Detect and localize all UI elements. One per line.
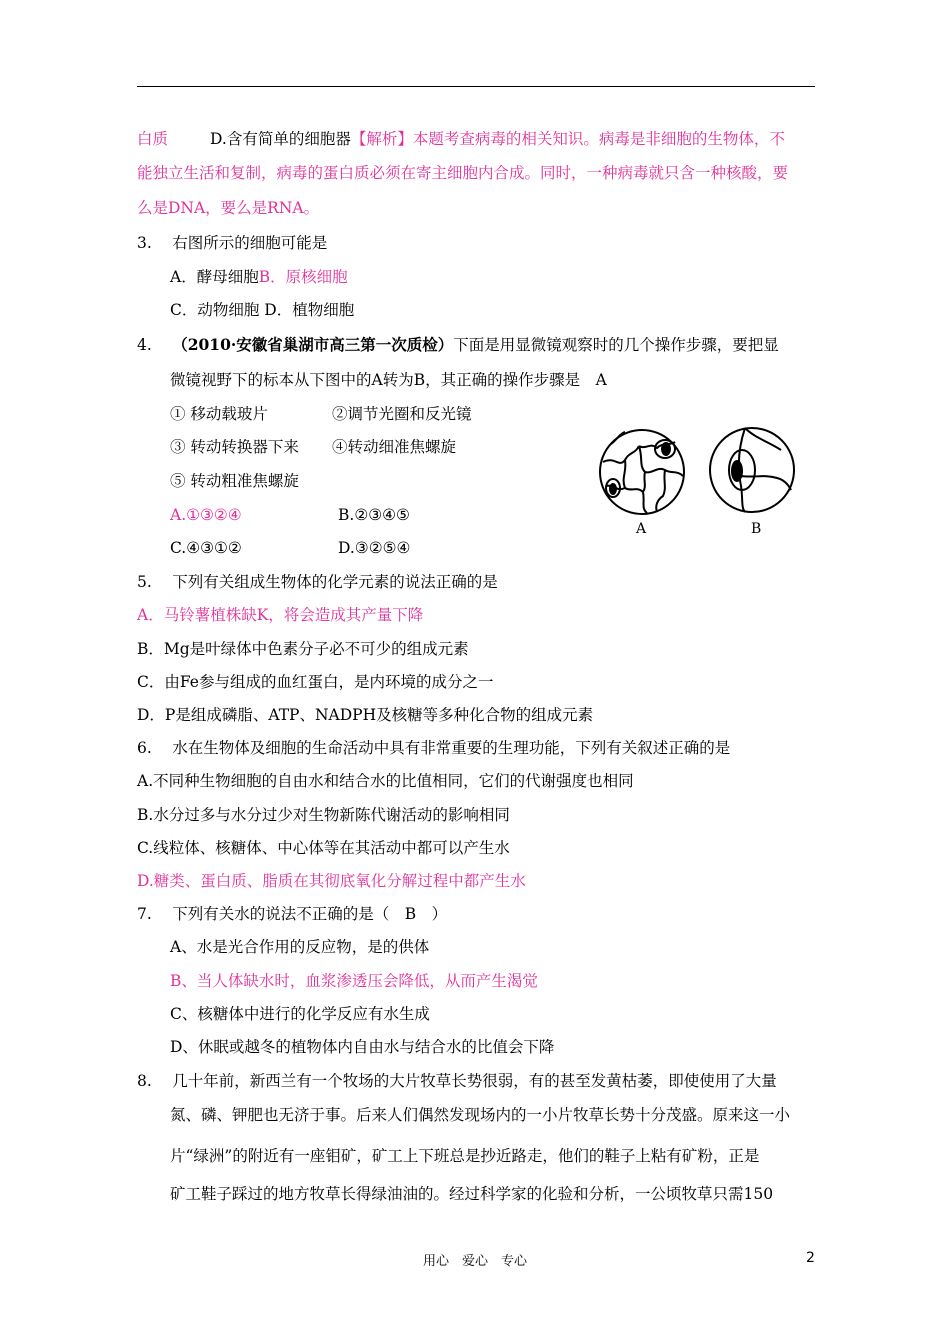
q4-option-b: B.②③④⑤ <box>338 506 410 524</box>
q4-line-2: 微镜视野下的标本从下图中的A转为B，其正确的操作步骤是 A <box>170 371 607 389</box>
question-5: 5. 下列有关组成生物体的化学元素的说法正确的是 <box>137 573 498 591</box>
q5-option-a: A．马铃薯植株缺K，将会造成其产量下降 <box>137 606 424 624</box>
analysis-line-2: 能独立生活和复制，病毒的蛋白质必须在寄主细胞内合成。同时，一种病毒就只含一种核酸，要 <box>137 164 789 182</box>
question-7: 7. 下列有关水的说法不正确的是（ B ） <box>137 905 448 923</box>
q8-line-2: 氮、磷、钾肥也无济于事。后来人们偶然发现场内的一小片牧草长势十分茂盛。原来这一小 <box>170 1106 791 1124</box>
q3-options-cd: C．动物细胞 D．植物细胞 <box>170 301 355 319</box>
q4-number: 4. <box>137 336 173 354</box>
q4-step-1: ① 移动载玻片 <box>170 405 268 423</box>
q4-step-4: ④转动细准焦螺旋 <box>332 438 457 456</box>
q8-line-4: 矿工鞋子踩过的地方牧草长得绿油油的。经过科学家的化验和分析，一公顷牧草只需150 <box>170 1185 774 1203</box>
q7-option-d: D、休眠或越冬的植物体内自由水与结合水的比值会下降 <box>170 1038 555 1056</box>
q7-option-a: A、水是光合作用的反应物，是的供体 <box>170 938 430 956</box>
page-number: 2 <box>806 1250 815 1266</box>
option-d-text: D.含有简单的细胞器 <box>210 130 351 148</box>
question-4 <box>137 335 779 355</box>
q5-option-d: D．P是组成磷脂、ATP、NADPH及核糖等多种化合物的组成元素 <box>137 706 594 724</box>
microscope-figure <box>595 416 805 546</box>
q6-option-c: C.线粒体、核糖体、中心体等在其活动中都可以产生水 <box>137 839 510 857</box>
q4-step-2: ②调节光圈和反光镜 <box>332 405 472 423</box>
question-8: 8. 几十年前，新西兰有一个牧场的大片牧草长势很弱，有的甚至发黄枯萎，即使使用了大量 <box>137 1072 777 1090</box>
q6-option-b: B.水分过多与水分过少对生物新陈代谢活动的影响相同 <box>137 806 510 824</box>
q7-option-c: C、核糖体中进行的化学反应有水生成 <box>170 1005 430 1023</box>
view-b-circle <box>710 428 794 512</box>
analysis-text: 【解析】本题考查病毒的相关知识。病毒是非细胞的生物体，不 <box>350 130 785 148</box>
question-3: 3. 右图所示的细胞可能是 <box>137 234 328 252</box>
analysis-line-3: 么是DNA，要么是RNA。 <box>137 199 320 217</box>
view-b-nucleus <box>732 461 742 481</box>
q6-option-a: A.不同种生物细胞的自由水和结合水的比值相同，它们的代谢强度也相同 <box>137 772 634 790</box>
q8-line-3: 片“绿洲”的附近有一座钼矿，矿工上下班总是抄近路走，他们的鞋子上粘有矿粉，正是 <box>170 1147 760 1165</box>
q4-text: 下面是用显微镜观察时的几个操作步骤，要把显 <box>453 336 779 354</box>
view-a-nucleus <box>662 443 670 455</box>
answer-fragment: 白质 <box>137 130 169 148</box>
q3-option-a: A．酵母细胞 <box>170 268 259 286</box>
footer-motto: 用心 爱心 专心 <box>422 1254 527 1269</box>
figure-label-a: A <box>636 521 647 537</box>
q5-option-c: C．由Fe参与组成的血红蛋白，是内环境的成分之一 <box>137 673 494 691</box>
figure-label-b: B <box>751 521 762 537</box>
q4-option-d: D.③②⑤④ <box>338 539 411 557</box>
q6-option-d: D.糖类、蛋白质、脂质在其彻底氧化分解过程中都产生水 <box>137 872 526 890</box>
view-b-cell-wall <box>745 428 781 450</box>
view-a-cell-walls <box>639 446 683 476</box>
q4-source: （2010·安徽省巢湖市高三第一次质检） <box>172 335 454 354</box>
q4-option-a: A.①③②④ <box>170 506 242 524</box>
question-6: 6. 水在生物体及细胞的生命活动中具有非常重要的生理功能，下列有关叙述正确的是 <box>137 739 731 757</box>
view-a-nucleus <box>610 484 616 494</box>
header-rule <box>137 86 815 87</box>
q3-option-b: B．原核细胞 <box>258 268 348 286</box>
q4-step-3: ③ 转动转换器下来 <box>170 438 299 456</box>
q4-step-5: ⑤ 转动粗准焦螺旋 <box>170 472 299 490</box>
q4-option-c: C.④③①② <box>170 539 242 557</box>
q3-options-ab <box>170 267 348 287</box>
q7-option-b: B、当人体缺水时，血浆渗透压会降低，从而产生渴觉 <box>170 972 538 990</box>
q5-option-b: B．Mg是叶绿体中色素分子必不可少的组成元素 <box>137 640 469 658</box>
answer-line-1 <box>137 129 785 149</box>
view-a-cell-walls <box>643 470 665 512</box>
